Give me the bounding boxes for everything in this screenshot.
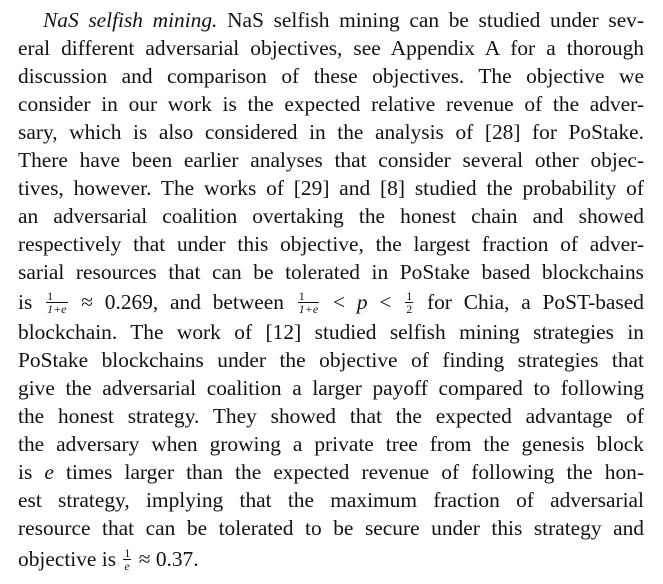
math-p: p: [356, 290, 368, 314]
text-line: the adversary when growing a private tree from the genesis block: [18, 432, 644, 456]
text-line-with-math: is $\frac{1}{1+e}$ ≈ 0.269, and between $\frac{1}{1+e}$ < p < $\frac{1}{2}$ for Chia, a PoST-based: [18, 288, 644, 316]
text-line: There have been earlier analyses that consider several other objec-: [18, 148, 644, 172]
text-line: respectively that under this objective, the largest fraction of adver-: [18, 232, 644, 256]
fraction-1-over-2: $\frac{1}{2}$: [406, 288, 413, 316]
line-text: times larger than the expected revenue of following the hon-: [66, 460, 644, 484]
approx-text: ≈ 0.269, and between: [81, 290, 284, 314]
text-line: an adversarial coalition overtaking the honest chain and showed: [18, 204, 644, 228]
text-line: tives, however. The works of [29] and [8] studied the probability of: [18, 176, 644, 200]
text-line: est strategy, implying that the maximum fraction of adversarial: [18, 488, 644, 512]
math-e: e: [44, 460, 54, 484]
text-line: discussion and comparison of these objectives. The objective we: [18, 64, 644, 88]
fraction-1-over-e: $\frac{1}{e}$: [124, 545, 131, 573]
text-line: sarial resources that can be tolerated in PoStake based blockchains: [18, 260, 644, 284]
text-line: sary, which is also considered in the analysis of [28] for PoStake.: [18, 120, 644, 144]
text-line-with-math: [18, 545, 644, 573]
text-line: consider in our work is the expected relative revenue of the adver-: [18, 92, 644, 116]
paragraph-heading: NaS selfish mining.: [43, 8, 218, 32]
fraction-1-over-1-plus-e: $\frac{1}{1+e}$: [47, 288, 67, 316]
text-line: eral different adversarial objectives, see Appendix A for a thorough: [18, 36, 644, 60]
text-line: blockchain. The work of [12] studied selfish mining strategies in: [18, 320, 644, 344]
word: is: [18, 290, 33, 314]
text-line: PoStake blockchains under the objective of finding strategies that: [18, 348, 644, 372]
line-text: NaS selfish mining can be studied under sev-: [227, 8, 645, 32]
line-text: for Chia, a PoST-based: [426, 290, 644, 314]
text-line: the honest strategy. They showed that the expected advantage of: [18, 404, 644, 428]
line-text: objective is: [18, 547, 117, 571]
fraction-1-over-1-plus-e: $\frac{1}{1+e}$: [298, 288, 319, 316]
approx-text: ≈ 0.37.: [138, 547, 199, 571]
text-line-with-math: is e times larger than the expected revenue of following the hon-: [18, 460, 644, 484]
text-line: [43, 6, 644, 34]
text-line: give the adversarial coalition a larger payoff compared to following: [18, 376, 644, 400]
text-line: resource that can be tolerated to be secure under this strategy and: [18, 516, 644, 540]
